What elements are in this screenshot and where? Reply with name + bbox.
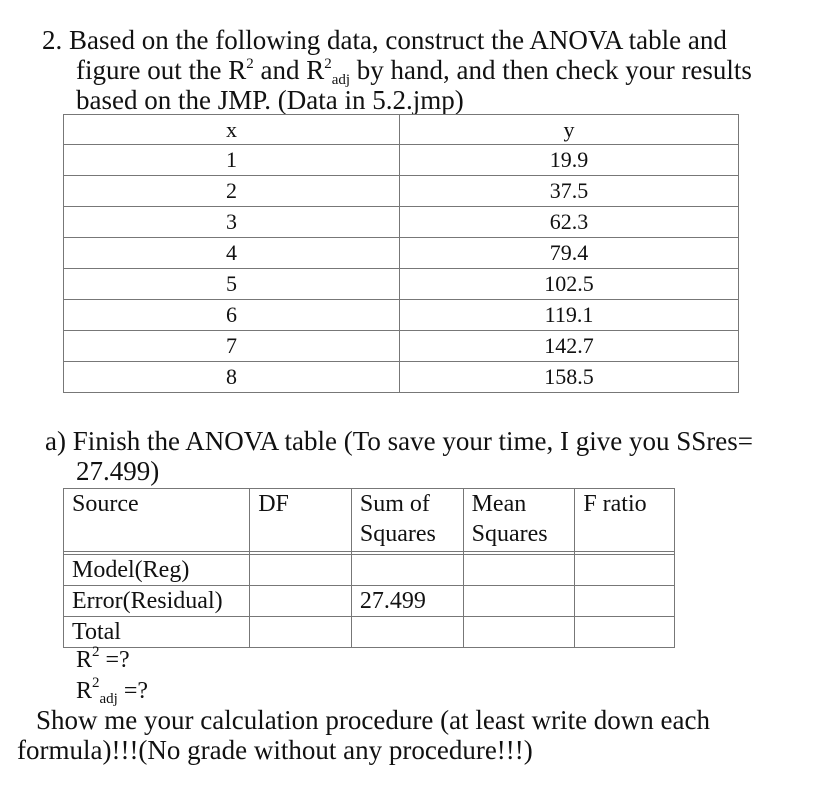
f-cell: [575, 586, 675, 617]
part-a-text-2: 27.499): [76, 456, 160, 486]
r2adj-tail: =?: [117, 678, 149, 704]
header-source: [64, 489, 250, 552]
instructions-line-1: [36, 705, 710, 735]
header-x: x: [64, 115, 400, 145]
instructions-line-2: [17, 735, 533, 765]
part-a-line-1: [45, 426, 753, 456]
ss-cell: 27.499: [351, 586, 463, 617]
ms-cell: [463, 555, 575, 586]
header-f-label: F ratio: [583, 491, 647, 517]
table-row: [64, 207, 739, 238]
table-row: [64, 238, 739, 269]
x-cell: 6: [64, 300, 400, 331]
anova-row-total: [64, 617, 675, 648]
x-cell: 1: [64, 145, 400, 176]
y-cell: 102.5: [400, 269, 739, 300]
header-df: [250, 489, 352, 552]
header-y: y: [400, 115, 739, 145]
df-cell: [250, 555, 352, 586]
df-cell: [250, 617, 352, 648]
header-f-ratio: [575, 489, 675, 552]
y-cell: 119.1: [400, 300, 739, 331]
source-cell: Total: [64, 617, 250, 648]
header-ss-line-1: Sum of: [359, 491, 430, 517]
question-text-2b: and R: [253, 55, 325, 85]
subscript-adj: adj: [331, 72, 351, 88]
table-row: [64, 300, 739, 331]
instructions-text-1: Show me your calculation procedure (at least write down each: [36, 705, 710, 735]
table-row: [64, 176, 739, 207]
r2adj-subscript: adj: [99, 691, 118, 707]
header-ms-line-1: Mean: [471, 491, 527, 517]
x-cell: 3: [64, 207, 400, 238]
header-ss-line-2: Squares: [359, 521, 436, 547]
x-cell: 4: [64, 238, 400, 269]
superscript-2: 2: [246, 56, 254, 72]
x-cell: 7: [64, 331, 400, 362]
f-cell: [575, 617, 675, 648]
y-cell: 19.9: [400, 145, 739, 176]
table-row: [64, 331, 739, 362]
header-mean-squares: [463, 489, 575, 552]
r2-superscript: 2: [92, 644, 100, 660]
anova-header-row: [64, 489, 675, 552]
ss-cell: [351, 555, 463, 586]
question-line-1: [42, 25, 727, 55]
part-a-text-1: a) Finish the ANOVA table (To save your time, I give you SSres=: [45, 426, 754, 456]
question-text-3: based on the JMP. (Data in 5.2.jmp): [76, 85, 464, 115]
x-cell: 2: [64, 176, 400, 207]
y-cell: 37.5: [400, 176, 739, 207]
question-text-1: Based on the following data, construct the ANOVA table and: [69, 25, 727, 55]
r2adj-superscript: 2: [92, 675, 100, 691]
r2-base: R: [76, 647, 93, 673]
question-text-2a: figure out the R: [76, 55, 247, 85]
data-table: [63, 114, 739, 393]
header-source-label: Source: [72, 491, 139, 517]
anova-row-model: [64, 555, 675, 586]
ms-cell: [463, 586, 575, 617]
ms-cell: [463, 617, 575, 648]
x-cell: 5: [64, 269, 400, 300]
ss-cell: [351, 617, 463, 648]
source-cell: Error(Residual): [64, 586, 250, 617]
table-row: [64, 362, 739, 393]
table-row: [64, 145, 739, 176]
y-cell: 158.5: [400, 362, 739, 393]
x-cell: 8: [64, 362, 400, 393]
part-a-line-2: [76, 456, 159, 486]
y-cell: 79.4: [400, 238, 739, 269]
header-ms-line-2: Squares: [471, 521, 548, 547]
header-sum-of-squares: [351, 489, 463, 552]
question-line-3: [76, 85, 464, 115]
header-df-label: DF: [258, 491, 289, 517]
source-cell: Model(Reg): [64, 555, 250, 586]
question-number: 2.: [42, 25, 63, 55]
question-text-2c: by hand, and then check your results: [350, 55, 752, 85]
anova-table: [63, 488, 675, 648]
r2-tail: =?: [99, 647, 130, 673]
y-cell: 62.3: [400, 207, 739, 238]
anova-row-error: [64, 586, 675, 617]
f-cell: [575, 555, 675, 586]
df-cell: [250, 586, 352, 617]
instructions-text-2: formula)!!!(No grade without any procedure!!!): [17, 735, 533, 765]
table-row: [64, 269, 739, 300]
y-cell: 142.7: [400, 331, 739, 362]
superscript-2-adj: 2: [324, 56, 332, 72]
r2adj-base: R: [76, 678, 93, 704]
data-table-header: [64, 115, 739, 145]
r-squared-question: [76, 645, 130, 678]
